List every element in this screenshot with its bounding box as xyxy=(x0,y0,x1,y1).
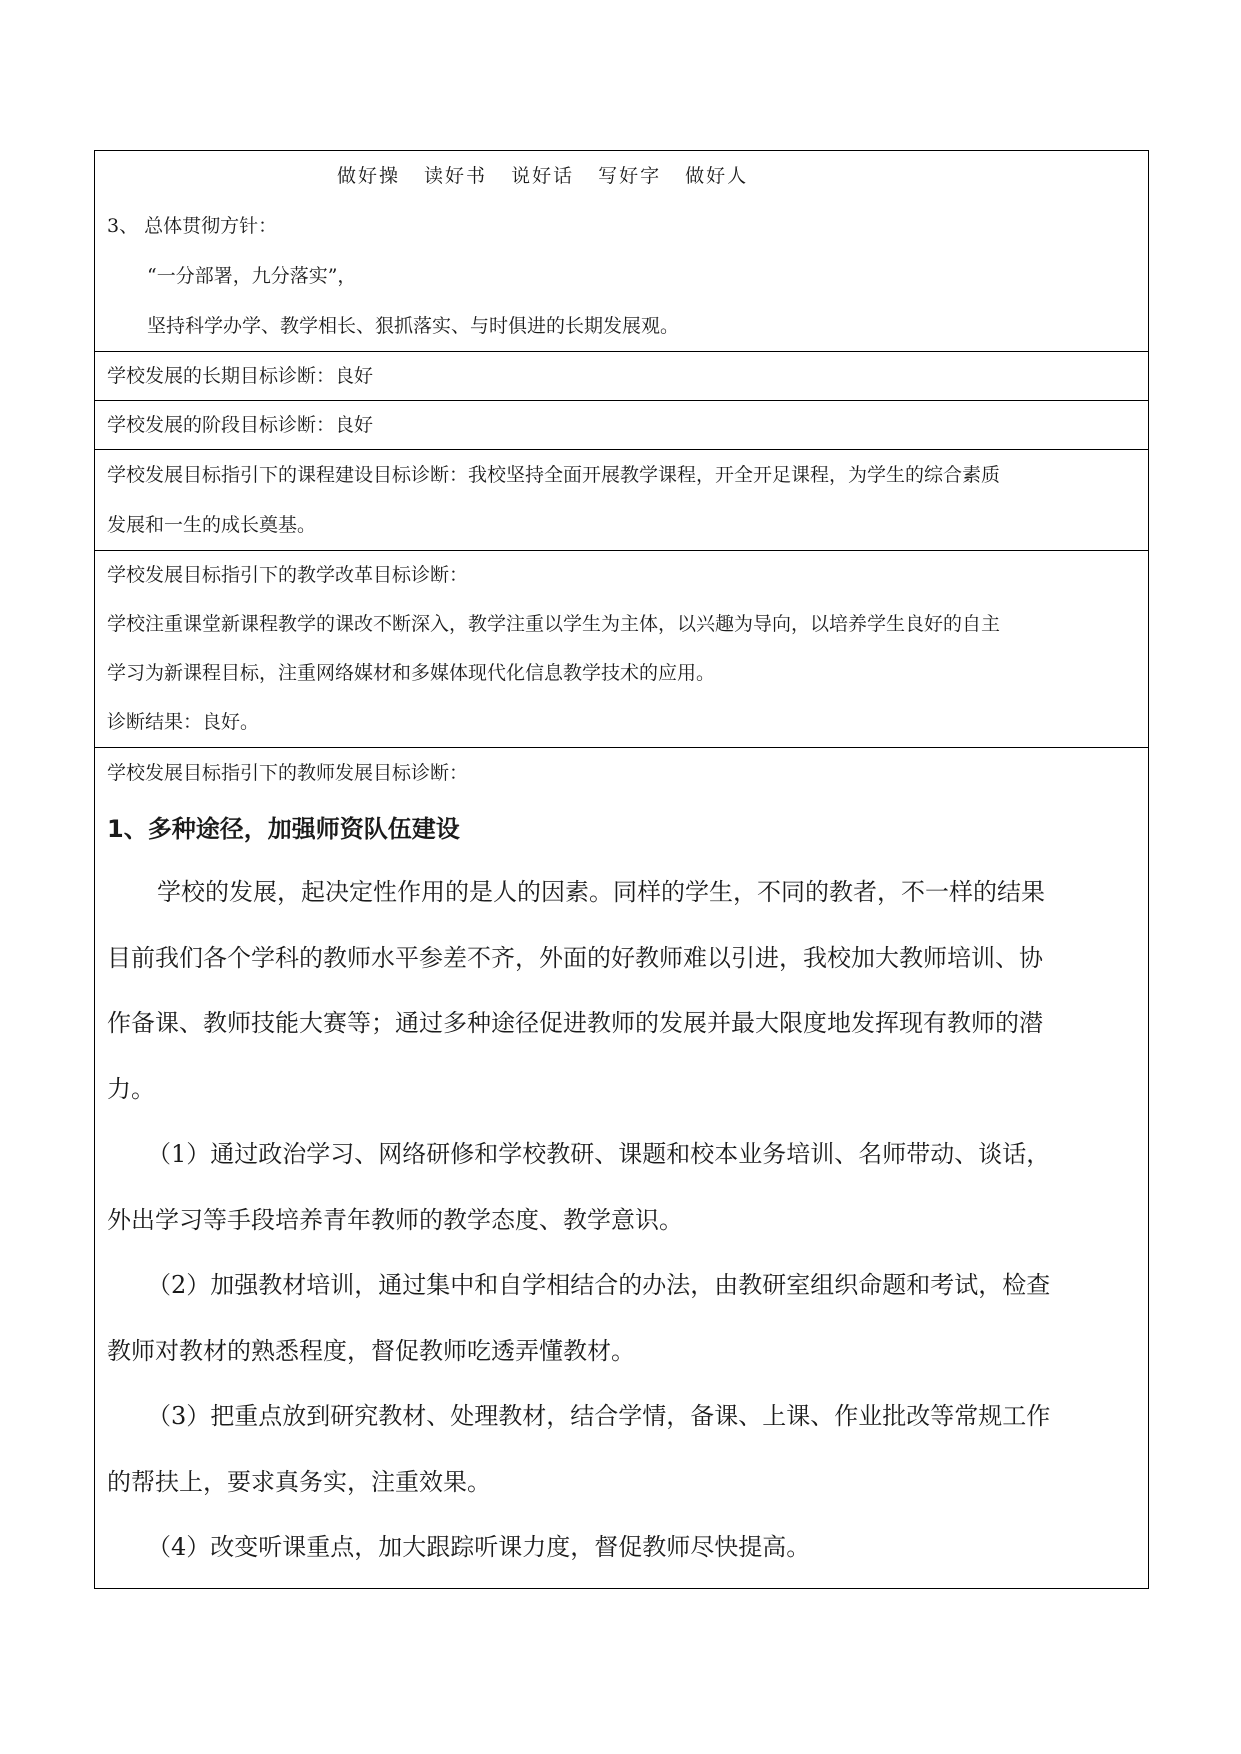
teaching-reform-line: 学校发展目标指引下的教学改革目标诊断： xyxy=(107,564,469,586)
table-row xyxy=(95,352,1149,401)
paragraph-line: 作备课、教师技能大赛等；通过多种途径促进教师的发展并最大限度地发挥现有教师的潜 xyxy=(107,1009,1043,1037)
teaching-reform-line: 学习为新课程目标，注重网络媒材和多媒体现代化信息教学技术的应用。 xyxy=(107,662,716,684)
section-heading: 1、多种途径，加强师资队伍建设 xyxy=(107,815,460,843)
list-item: （2）加强教材培训，通过集中和自学相结合的办法，由教研室组织命题和考试，检查 xyxy=(147,1271,1051,1299)
teacher-development-cell xyxy=(95,748,1149,1589)
curriculum-goal-line: 发展和一生的成长奠基。 xyxy=(107,514,317,536)
table-row xyxy=(95,450,1149,551)
policy-line: “一分部署，九分落实”， xyxy=(147,265,357,287)
motto-line: 做好操 读好书 说好话 写好字 做好人 xyxy=(337,165,749,187)
diagnosis-result: 诊断结果：良好。 xyxy=(107,711,260,733)
list-item-continued: 的帮扶上，要求真务实，注重效果。 xyxy=(107,1467,491,1496)
stage-goal-cell xyxy=(95,401,1149,450)
table-row xyxy=(95,151,1149,352)
paragraph-line: 目前我们各个学科的教师水平参差不齐，外面的好教师难以引进，我校加大教师培训、协 xyxy=(107,943,1043,972)
list-item: （1）通过政治学习、网络研修和学校教研、课题和校本业务培训、名师带动、谈话， xyxy=(147,1140,1051,1168)
curriculum-goal-line: 学校发展目标指引下的课程建设目标诊断：我校坚持全面开展教学课程，开全开足课程，为学生的综合素质 xyxy=(107,464,1001,486)
stage-goal-text: 学校发展的阶段目标诊断：良好 xyxy=(107,414,374,436)
long-term-goal-cell xyxy=(95,352,1149,401)
paragraph-line: 学校的发展，起决定性作用的是人的因素。同样的学生，不同的教者，不一样的结果 xyxy=(157,878,1045,906)
teaching-reform-line: 学校注重课堂新课程教学的课改不断深入，教学注重以学生为主体，以兴趣为导向，以培养学生良好的自主 xyxy=(107,613,1001,635)
long-term-goal-text: 学校发展的长期目标诊断：良好 xyxy=(107,365,374,387)
list-item: （3）把重点放到研究教材、处理教材，结合学情，备课、上课、作业批改等常规工作 xyxy=(147,1402,1051,1430)
policy-line: 坚持科学办学、教学相长、狠抓落实、与时俱进的长期发展观。 xyxy=(147,315,680,337)
document-table xyxy=(94,150,1149,1589)
list-item-continued: 外出学习等手段培养青年教师的教学态度、教学意识。 xyxy=(107,1205,683,1234)
teaching-reform-cell xyxy=(95,551,1149,748)
curriculum-goal-cell xyxy=(95,450,1149,551)
teacher-development-intro: 学校发展目标指引下的教师发展目标诊断： xyxy=(107,762,469,784)
table-row xyxy=(95,748,1149,1589)
policy-heading: 3、 总体贯彻方针： xyxy=(107,215,278,237)
list-item-continued: 教师对教材的熟悉程度，督促教师吃透弄懂教材。 xyxy=(107,1336,635,1365)
table-row xyxy=(95,551,1149,748)
list-item: （4）改变听课重点，加大跟踪听课力度，督促教师尽快提高。 xyxy=(147,1533,811,1561)
policy-cell xyxy=(95,151,1149,352)
table-row xyxy=(95,401,1149,450)
paragraph-line: 力。 xyxy=(107,1074,155,1103)
